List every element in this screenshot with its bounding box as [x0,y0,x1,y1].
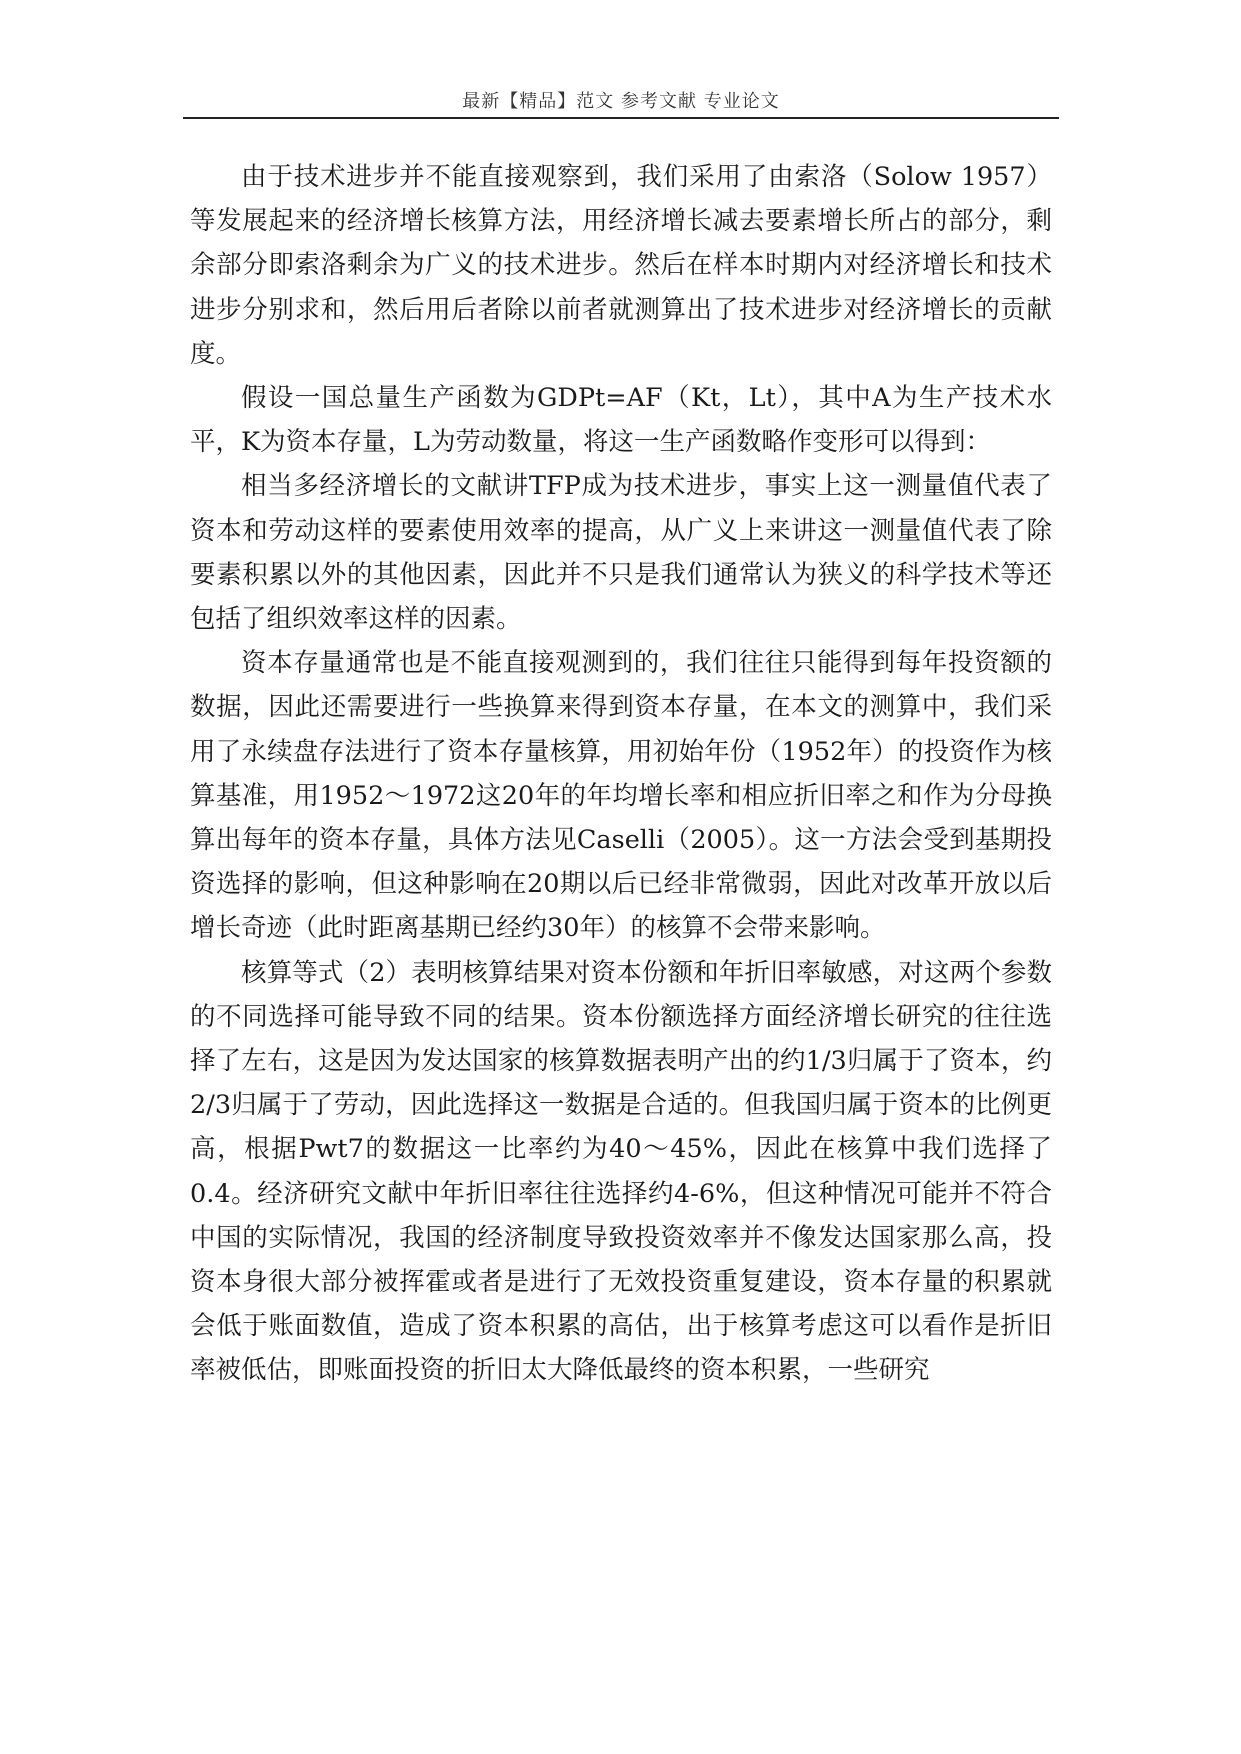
header-divider [183,117,1059,119]
paragraph-tfp: 相当多经济增长的文献讲TFP成为技术进步，事实上这一测量值代表了资本和劳动这样的要素使用效率的提高，从广义上来讲这一测量值代表了除要素积累以外的其他因素，因此并不只是我们通常认为狭义的科学技术等还包括了组织效率这样的因素。 [190,471,1052,635]
page-header: 最新【精品】范文 参考文献 专业论文 [462,91,780,112]
document-body [190,155,1052,1393]
paragraph-tech-progress: 由于技术进步并不能直接观察到，我们采用了由索洛（Solow 1957）等发展起来的经济增长核算方法，用经济增长减去要素增长所占的部分，剩余部分即索洛剩余为广义的技术进步。然后在样本时期内对经济增长和技术进步分别求和，然后用后者除以前者就测算出了技术进步对经济增长的贡献度。 [190,162,1052,369]
paragraph-production-function: 假设一国总量生产函数为GDPt=AF（Kt，Lt），其中A为生产技术水平，K为资本存量，L为劳动数量，将这一生产函数略作变形可以得到： [190,383,1052,458]
paragraph-accounting-equation: 核算等式（2）表明核算结果对资本份额和年折旧率敏感，对这两个参数的不同选择可能导致不同的结果。资本份额选择方面经济增长研究的往往选择了左右，这是因为发达国家的核算数据表明产出的约1/3归属于了资本，约2/3归属于了劳动，因此选择这一数据是合适的。但我国归属于资本的比例更高，根据Pwt7的数据这一比率约为40～45%，因此在核算中我们选择了0.4。经济研究文献中年折旧率往往选择约4-6%，但这种情况可能并不符合中国的实际情况，我国的经济制度导致投资效率并不像发达国家那么高，投资本身很大部分被挥霍或者是进行了无效投资重复建设，资本存量的积累就会低于账面数值，造成了资本积累的高估，出于核算考虑这可以看作是折旧率被低估，即账面投资的折旧太大降低最终的资本积累，一些研究 [190,957,1052,1386]
paragraph-capital-stock: 资本存量通常也是不能直接观测到的，我们往往只能得到每年投资额的数据，因此还需要进行一些换算来得到资本存量，在本文的测算中，我们采用了永续盘存法进行了资本存量核算，用初始年份（1952年）的投资作为核算基准，用1952～1972这20年的年均增长率和相应折旧率之和作为分母换算出每年的资本存量，具体方法见Caselli（2005）。这一方法会受到基期投资选择的影响，但这种影响在20期以后已经非常微弱，因此对改革开放以后增长奇迹（此时距离基期已经约30年）的核算不会带来影响。 [190,648,1052,944]
